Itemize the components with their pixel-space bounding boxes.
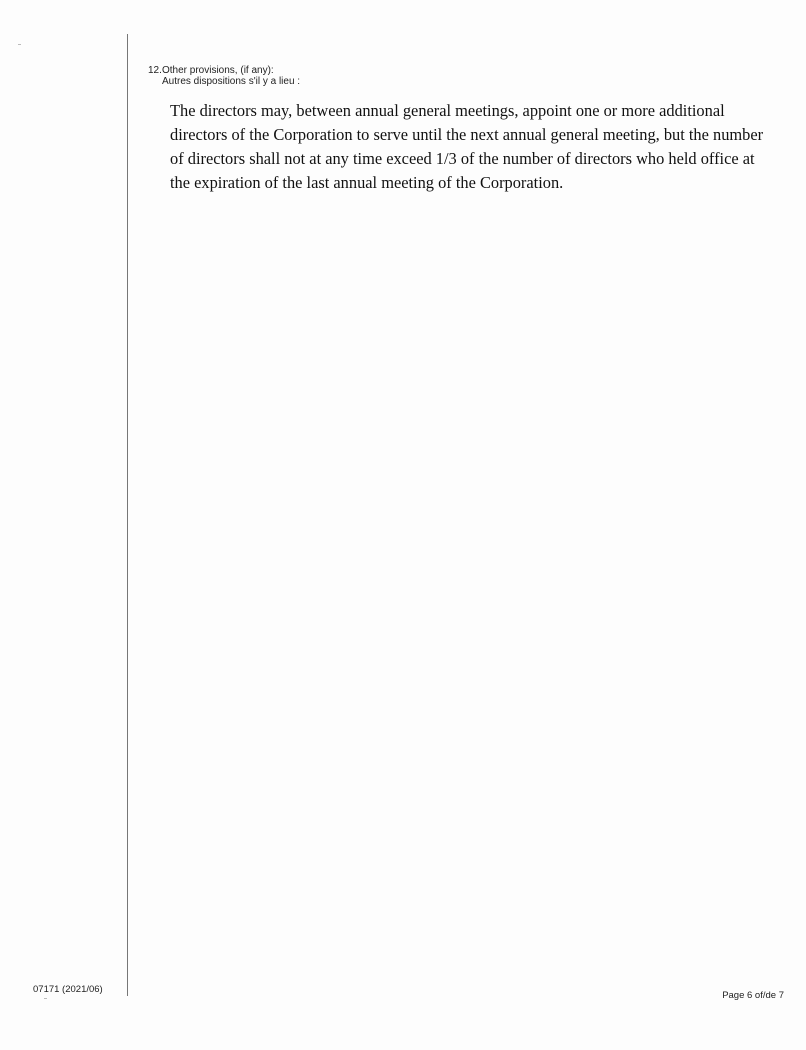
other-provisions-section — [148, 65, 778, 195]
section-label-fr: Autres dispositions s'il y a lieu : — [162, 76, 301, 87]
page-number: Page 6 of/de 7 — [722, 990, 784, 1001]
left-margin-rule — [127, 34, 128, 996]
form-number: 07171 (2021/06) — [33, 984, 103, 995]
section-header-en — [148, 65, 778, 76]
provisions-text: The directors may, between annual general meetings, appoint one or more additional directors of the Corporation to serve until the next annual general meeting, but the number of directors shall not at any time exceed 1/3 of the number of directors who held office at the expiration of the last annual meeting of the Corporation. — [170, 101, 764, 192]
scan-artifact — [44, 998, 47, 999]
scan-artifact — [18, 44, 21, 45]
section-header — [148, 65, 778, 87]
section-label-en: Other provisions, (if any): — [162, 65, 274, 76]
section-number: 12. — [148, 65, 162, 76]
